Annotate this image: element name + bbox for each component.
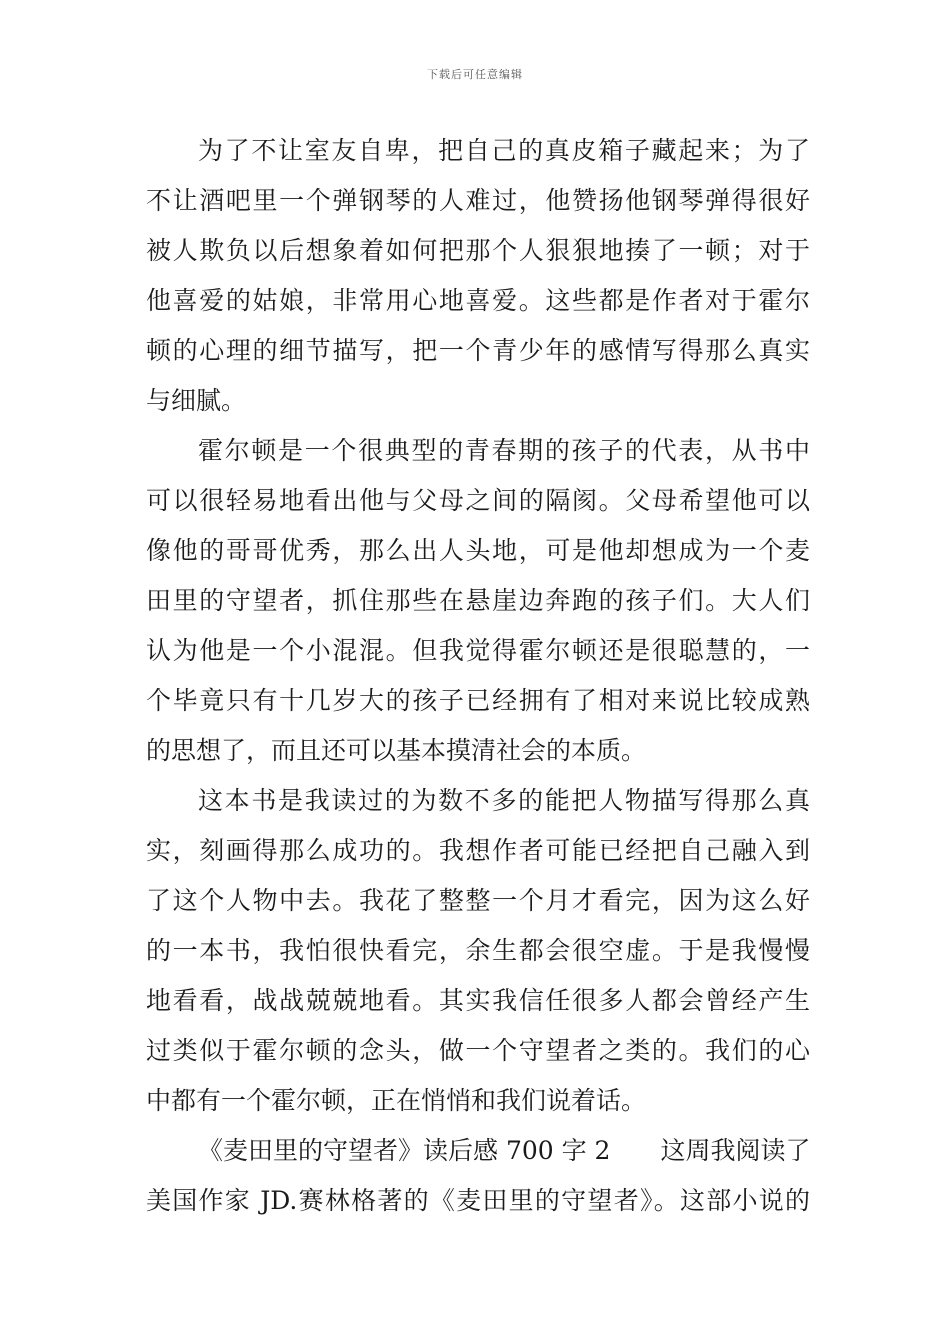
text-line: 的思想了，而且还可以基本摸清社会的本质。 xyxy=(146,736,647,765)
text-line: 美国作家 JD.赛林格著的《麦田里的守望者》。这部小说的 xyxy=(146,1186,810,1215)
text-line: 可以很轻易地看出他与父母之间的隔阂。父母希望他可以 xyxy=(146,486,810,515)
text-line: 实，刻画得那么成功的。我想作者可能已经把自己融入到 xyxy=(146,836,810,865)
text-line: 中都有一个霍尔顿，正在悄悄和我们说着话。 xyxy=(146,1086,647,1115)
text-line: 了这个人物中去。我花了整整一个月才看完，因为这么好 xyxy=(146,886,810,915)
text-line: 霍尔顿是一个很典型的青春期的孩子的代表，从书中 xyxy=(198,436,810,465)
text-line: 地看看，战战兢兢地看。其实我信任很多人都会曾经产生 xyxy=(146,986,810,1015)
text-line: 的一本书，我怕很快看完，余生都会很空虚。于是我慢慢 xyxy=(146,936,810,965)
text-line: 认为他是一个小混混。但我觉得霍尔顿还是很聪慧的，一 xyxy=(146,636,810,665)
text-line: 这本书是我读过的为数不多的能把人物描写得那么真 xyxy=(198,786,810,815)
text-line: 个毕竟只有十几岁大的孩子已经拥有了相对来说比较成熟 xyxy=(146,686,810,715)
document-body xyxy=(146,126,810,1226)
page-header: 下载后可任意编辑 xyxy=(427,68,523,81)
text-line: 不让酒吧里一个弹钢琴的人难过，他赞扬他钢琴弹得很好 xyxy=(146,186,810,215)
text-line: 他喜爱的姑娘，非常用心地喜爱。这些都是作者对于霍尔 xyxy=(146,286,810,315)
text-line: 田里的守望者，抓住那些在悬崖边奔跑的孩子们。大人们 xyxy=(146,586,810,615)
text-line: 为了不让室友自卑，把自己的真皮箱子藏起来；为了 xyxy=(198,136,810,165)
paragraph xyxy=(146,776,810,1126)
text-line: 像他的哥哥优秀，那么出人头地，可是他却想成为一个麦 xyxy=(146,536,810,565)
text-line: 与细腻。 xyxy=(146,386,247,415)
paragraph xyxy=(146,126,810,426)
text-line: 被人欺负以后想象着如何把那个人狠狠地揍了一顿；对于 xyxy=(146,236,810,265)
text-line: 顿的心理的细节描写，把一个青少年的感情写得那么真实 xyxy=(146,336,810,365)
text-line: 《麦田里的守望者》读后感 700 字 2 这周我阅读了 xyxy=(198,1136,810,1165)
text-line: 过类似于霍尔顿的念头，做一个守望者之类的。我们的心 xyxy=(146,1036,810,1065)
paragraph xyxy=(146,426,810,776)
paragraph xyxy=(146,1126,810,1226)
